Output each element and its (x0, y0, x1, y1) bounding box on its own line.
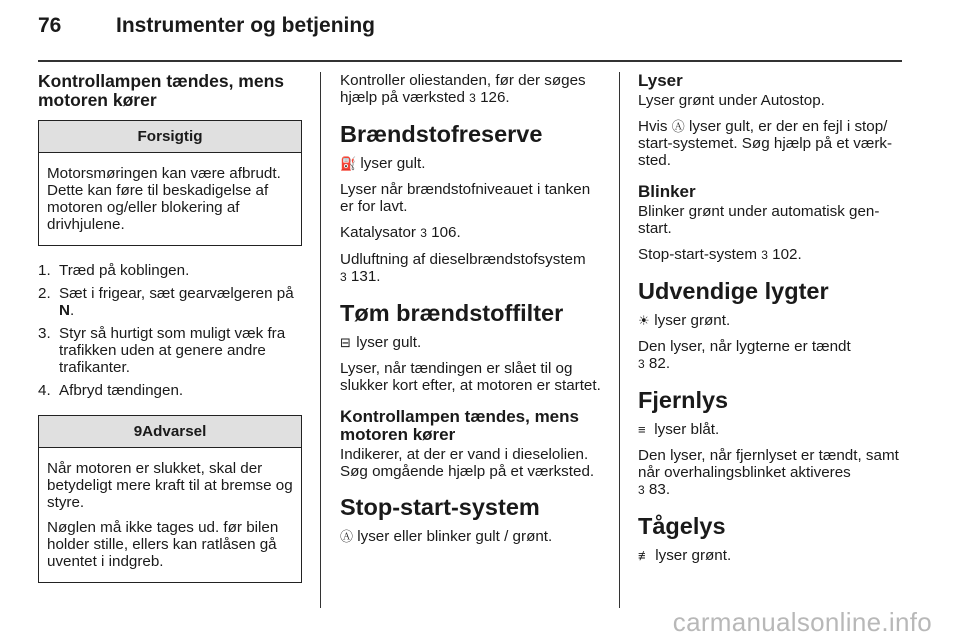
high-beam-icon: ≡ (638, 422, 646, 437)
fuel-filter-title: Tøm brændstoffilter (340, 300, 564, 326)
page-ref-arrow-icon: 3 (761, 248, 768, 262)
column-divider-2 (619, 72, 620, 608)
lamp-text: Indikerer, at der er vand i dieselolien. Søg omgående hjælp på et værksted. (340, 446, 595, 480)
fog-light-title: Tågelys (638, 513, 726, 539)
page-title: Instrumenter og betjening (116, 14, 376, 37)
fog-light-icon: ≢ (638, 548, 651, 563)
list-item: 4. Afbryd tændingen. (38, 382, 184, 399)
high-beam-title: Fjernlys (638, 387, 729, 413)
caution-title: Forsigtig (39, 121, 301, 153)
page-number: 76 (38, 14, 62, 37)
list-item: 2. Sæt i frigear, sæt gearvælgeren på N. (38, 285, 294, 319)
stop-start-title: Stop-start-system (340, 494, 540, 520)
column-divider-1 (320, 72, 321, 608)
exterior-light-icon: ☀ (638, 313, 650, 328)
page-ref-arrow-icon: 3 (469, 91, 476, 105)
header-rule (38, 60, 902, 62)
steps-list (38, 262, 302, 399)
column-1 (38, 72, 302, 583)
page-header (38, 14, 375, 38)
autostop-icon: Ⓐ (671, 119, 685, 134)
page-ref-arrow-icon: 3 (638, 483, 645, 497)
fuel-reserve-title: Brændstofreserve (340, 121, 543, 147)
column-3: Lyser Lyser grønt under Autostop. Hvis Ⓐ lyser gult, er der en fejl i stop/ start-systemet. Søg hjælp på et værksted. Blinker Blinker grønt under automatisk genstart. Stop-start-system 3 102. Udvendige lygter ☀ lyser grønt. Den lyser, når lygterne er tændt 3 82. Fjernlys ≡ lyser blåt. Den lyser, når fjernlyset er tændt, samt når overhalingsblinket aktiveres 3 83. Tågelys ≢ lyser grønt. (638, 72, 904, 573)
list-item: 1. Træd på koblingen. (38, 262, 190, 279)
autostop-icon: Ⓐ (340, 529, 354, 544)
intro-text: Kontroller oliestanden, før der søges hjælp på værksted 3 126. (340, 72, 586, 106)
page-ref-arrow-icon: 3 (420, 226, 427, 240)
section-heading: Kontrollampen tændes, mens motoren kører (38, 71, 285, 110)
warning-title: 9Advarsel (39, 416, 301, 448)
lyser-heading: Lyser (638, 71, 683, 90)
watermark: carmanualsonline.info (672, 607, 932, 637)
list-item: 3. Styr så hurtigt som muligt væk fra trafikken uden at genere andre trafikanter. (38, 325, 286, 376)
lamp-heading: Kontrollampen tændes, mens motoren kører (340, 407, 579, 444)
fuel-filter-icon: ⊟ (340, 335, 351, 350)
caution-text: Motorsmøringen kan være afbrudt. Dette kan føre til beskadigelse af motoren og/eller blokering af drivhjulene. (47, 165, 281, 233)
page-ref-arrow-icon: 3 (638, 357, 645, 371)
exterior-lights-title: Udvendige lygter (638, 278, 829, 304)
filter-text: Lyser, når tændingen er slået til og slukker kort efter, at motoren er startet. (340, 360, 601, 394)
blinker-heading: Blinker (638, 182, 696, 201)
warning-box (38, 415, 302, 583)
column-2: Kontroller oliestanden, før der søges hjælp på værksted 3 126. Brændstofreserve ⛽ lyser gult. Lyser når brændstofniveauet i tanken er for lavt. Katalysator 3 106. Udluftning af dieselbrændstofsystem 3 131. Tøm brændstoffilter ⊟ lyser gult. Lyser, når tændingen er slået til og slukker kort efter, at motoren er startet. Kontrollampen tændes, mens motoren kører Indikerer, at der er vand i dieselolien. Søg omgående hjælp på et værksted. Stop-start-system Ⓐ lyser eller blinker gult / grønt. (340, 72, 604, 554)
fuel-text: Lyser når brændstofniveauet i tanken er for lavt. (340, 181, 591, 215)
caution-box (38, 120, 302, 246)
warning-icon: 9 (133, 423, 143, 440)
warning-text-2: Nøglen må ikke tages ud. før bilen holder stille, ellers kan ratlåsen gå uventet i indgreb. (47, 519, 279, 570)
fuel-pump-icon: ⛽ (340, 156, 357, 171)
page-ref-arrow-icon: 3 (340, 270, 347, 284)
warning-text-1: Når motoren er slukket, skal der betydeligt mere kraft til at bremse og styre. (47, 460, 293, 511)
